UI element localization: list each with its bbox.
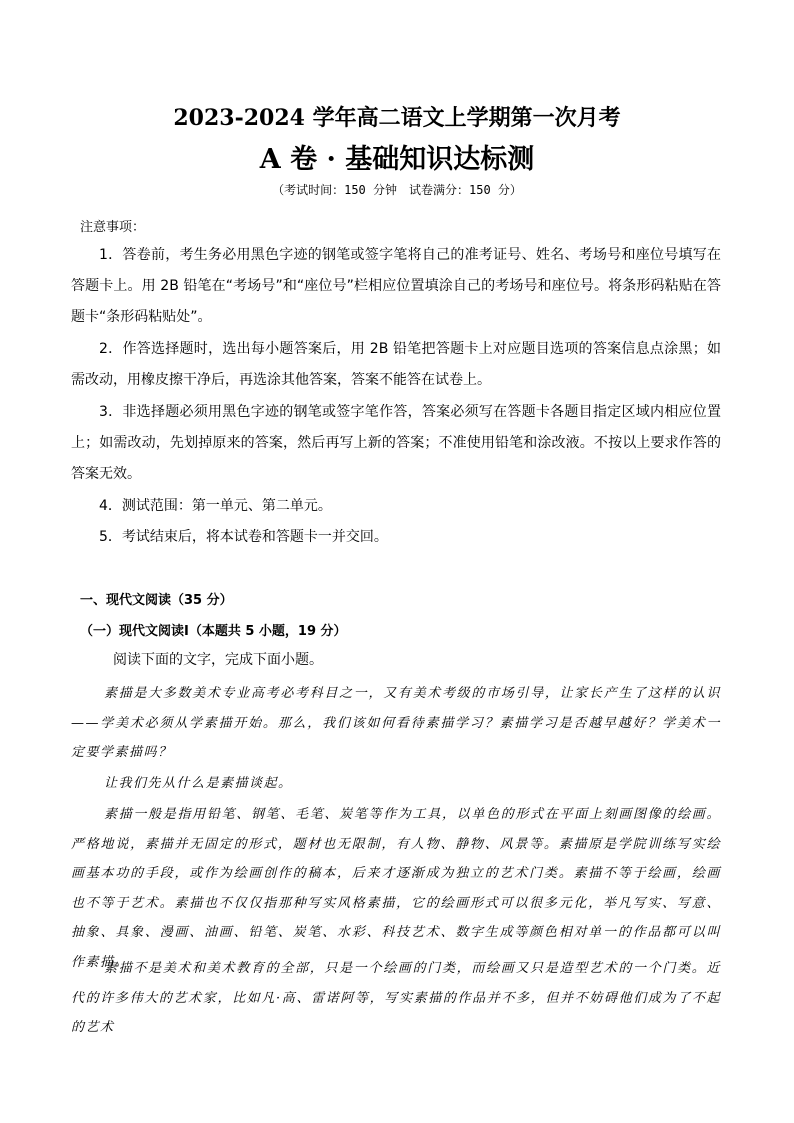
reading-instruction: 阅读下面的文字，完成下面小题。	[113, 652, 323, 668]
notice-item: 5．考试结束后，将本试卷和答题卡一并交回。	[99, 529, 388, 545]
passage-paragraph: 素描不是美术和美术教育的全部，只是一个绘画的门类，而绘画又只是造型艺术的一个门类。近代的许多伟大的艺术家，比如凡·高、雷诺阿等，写实素描的作品并不多，但并不妨碍他们成为了不起的艺术	[71, 961, 721, 1035]
passage-paragraph: 素描是大多数美术专业高考必考科目之一，又有美术考级的市场引导，让家长产生了这样的认识——学美术必须从学素描开始。那么，我们该如何看待素描学习？素描学习是否越早越好？学美术一定要学素描吗？	[71, 686, 721, 760]
notice-heading: 注意事项：	[80, 220, 146, 235]
notice-item: 4．测试范围：第一单元、第二单元。	[99, 498, 332, 514]
notice-item: 3．非选择题必须用黑色字迹的钢笔或签字笔作答，答案必须写在答题卡各题目指定区域内相应位置上；如需改动，先划掉原来的答案，然后再写上新的答案；不准使用铅笔和涂改液。不按以上要求作答的答案无效。	[71, 404, 721, 482]
subsection-heading: （一）现代文阅读Ⅰ（本题共 5 小题，19 分）	[80, 624, 347, 639]
passage-paragraph: 让我们先从什么是素描谈起。	[104, 776, 293, 791]
exam-info: （考试时间：150 分钟 试卷满分：150 分）	[272, 183, 522, 197]
passage-paragraph: 素描一般是指用铅笔、钢笔、毛笔、炭笔等作为工具，以单色的形式在平面上刻画图像的绘画。严格地说，素描并无固定的形式，题材也无限制，有人物、静物、风景等。素描原是学院训练写实绘画基本功的手段，或作为绘画创作的稿本，后来才逐渐成为独立的艺术门类。素描不等于绘画，绘画也不等于艺术。素描也不仅仅指那种写实风格素描，它的绘画形式可以很多元化，举凡写实、写意、抽象、具象、漫画、油画、铅笔、炭笔、水彩、科技艺术、数字生成等颜色相对单一的作品都可以叫作素描。	[71, 807, 721, 970]
notice-item: 2．作答选择题时，选出每小题答案后，用 2B 铅笔把答题卡上对应题目选项的答案信息点涂黑；如需改动，用橡皮擦干净后，再选涂其他答案，答案不能答在试卷上。	[71, 341, 721, 388]
exam-subtitle: A 卷 · 基础知识达标测	[259, 144, 535, 175]
section-heading: 一、现代文阅读（35 分）	[80, 593, 233, 608]
exam-title: 2023-2024 学年高二语文上学期第一次月考	[173, 105, 621, 131]
notice-item: 1．答卷前，考生务必用黑色字迹的钢笔或签字笔将自己的准考证号、姓名、考场号和座位号填写在答题卡上。用 2B 铅笔在“考场号”和“座位号”栏相应位置填涂自己的考场号和座位号。将条形码粘贴在答题卡“条形码粘贴处”。	[71, 247, 721, 325]
